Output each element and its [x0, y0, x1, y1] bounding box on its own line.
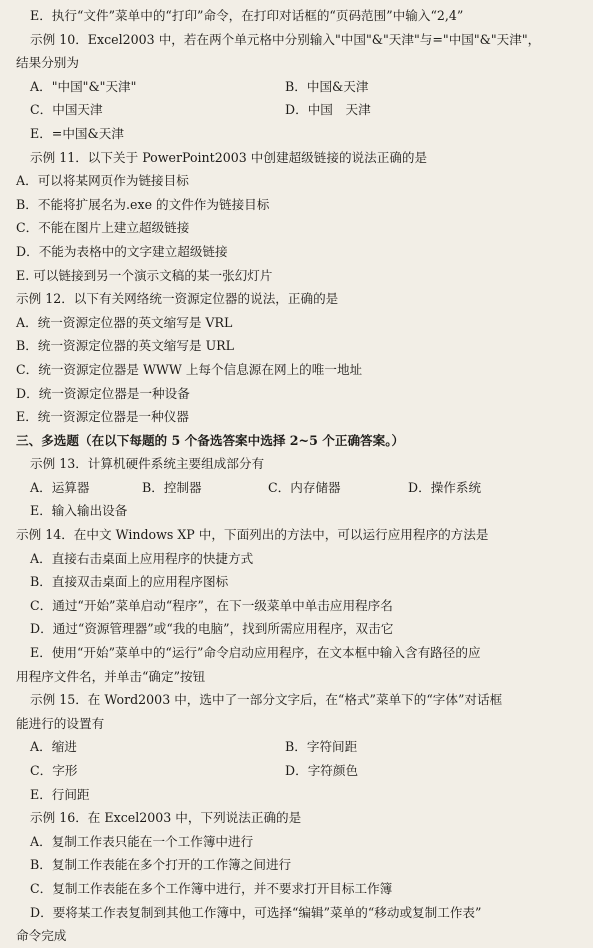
option-d: D．通过“资源管理器”或“我的电脑”，找到所需应用程序，双击它 — [30, 621, 394, 637]
option-d: D．字符颜色 — [285, 763, 359, 778]
option-d: D．统一资源定位器是一种设备 — [16, 385, 190, 401]
option-e: E．=中国&天津 — [30, 125, 124, 141]
option-e: E．行间距 — [30, 786, 90, 802]
question-15: 示例 15．在 Word2003 中，选中了一部分文字后，在“格式”菜单下的“字体”对话框 — [30, 692, 503, 708]
option-b: B．中国&天津 — [285, 78, 369, 94]
option-a: A．复制工作表只能在一个工作簿中进行 — [30, 833, 254, 849]
options-row — [16, 759, 577, 783]
option-d: D．要将某工作表复制到其他工作簿中，可选择“编辑”菜单的“移动或复制工作表” — [30, 904, 482, 920]
option-d: D．中国 天津 — [285, 102, 371, 118]
option-d: D．不能为表格中的文字建立超级链接 — [16, 243, 228, 259]
option-b: B．字符间距 — [285, 739, 358, 755]
option-b: B．复制工作表能在多个打开的工作簿之间进行 — [30, 857, 292, 873]
question-11: 示例 11．以下关于 PowerPoint2003 中创建超级链接的说法正确的是 — [30, 149, 428, 165]
options-row — [16, 98, 577, 122]
option-c: C．中国天津 — [30, 102, 103, 118]
question-16: 示例 16．在 Excel2003 中，下列说法正确的是 — [30, 810, 302, 826]
question-14: 示例 14．在中文 Windows XP 中，下面列出的方法中，可以运行应用程序的方法是 — [16, 527, 489, 543]
option-d: D．操作系统 — [408, 479, 482, 495]
option-b: B．直接双击桌面上的应用程序图标 — [30, 574, 229, 590]
options-row — [16, 735, 577, 759]
option-d-cont: 命令完成 — [16, 928, 67, 944]
question-15-cont: 能进行的设置有 — [16, 715, 105, 731]
option-a: A．统一资源定位器的英文缩写是 VRL — [16, 314, 233, 330]
options-row — [16, 476, 577, 500]
option-b: B．统一资源定位器的英文缩写是 URL — [16, 338, 235, 354]
option-c: C．字形 — [30, 763, 78, 778]
question-13: 示例 13．计算机硬件系统主要组成部分有 — [30, 456, 265, 472]
option-a: A．直接右击桌面上应用程序的快捷方式 — [30, 550, 254, 566]
question-10-cont: 结果分别为 — [16, 55, 79, 71]
option-c: C．不能在图片上建立超级链接 — [16, 220, 190, 236]
option-c: C．复制工作表能在多个工作簿中进行，并不要求打开目标工作簿 — [30, 880, 393, 896]
option-c: C．统一资源定位器是 WWW 上每个信息源在网上的唯一地址 — [16, 361, 363, 377]
option-c: C．通过“开始”菜单启动“程序”，在下一级菜单中单击应用程序名 — [30, 597, 393, 613]
option-e-q9: E．执行“文件”菜单中的“打印”命令，在打印对话框的“页码范围”中输入“2,4” — [30, 8, 464, 23]
option-b: B．控制器 — [142, 479, 202, 495]
option-e: E．输入输出设备 — [30, 503, 128, 519]
option-a: A．"中国"&"天津" — [30, 78, 137, 94]
option-a: A．运算器 — [30, 479, 90, 495]
option-a: A．缩进 — [30, 739, 77, 755]
option-c: C．内存储器 — [268, 479, 341, 495]
option-a: A．可以将某网页作为链接目标 — [16, 173, 189, 189]
options-row — [16, 75, 577, 99]
option-e-cont: 用程序文件名，并单击“确定”按钮 — [16, 668, 206, 684]
section-heading: 三、多选题（在以下每题的 5 个备选答案中选择 2~5 个正确答案。） — [16, 432, 405, 448]
option-b: B．不能将扩展名为.exe 的文件作为链接目标 — [16, 196, 270, 212]
option-e: E．统一资源定位器是一种仪器 — [16, 409, 189, 425]
question-12: 示例 12．以下有关网络统一资源定位器的说法，正确的是 — [16, 291, 339, 307]
option-e: E．使用“开始”菜单中的“运行”命令启动应用程序，在文本框中输入含有路径的应 — [30, 645, 481, 661]
question-10: 示例 10．Excel2003 中，若在两个单元格中分别输入"中国"&"天津"与="中国"&"天津"， — [30, 31, 541, 47]
option-e: E. 可以链接到另一个演示文稿的某一张幻灯片 — [16, 267, 273, 283]
